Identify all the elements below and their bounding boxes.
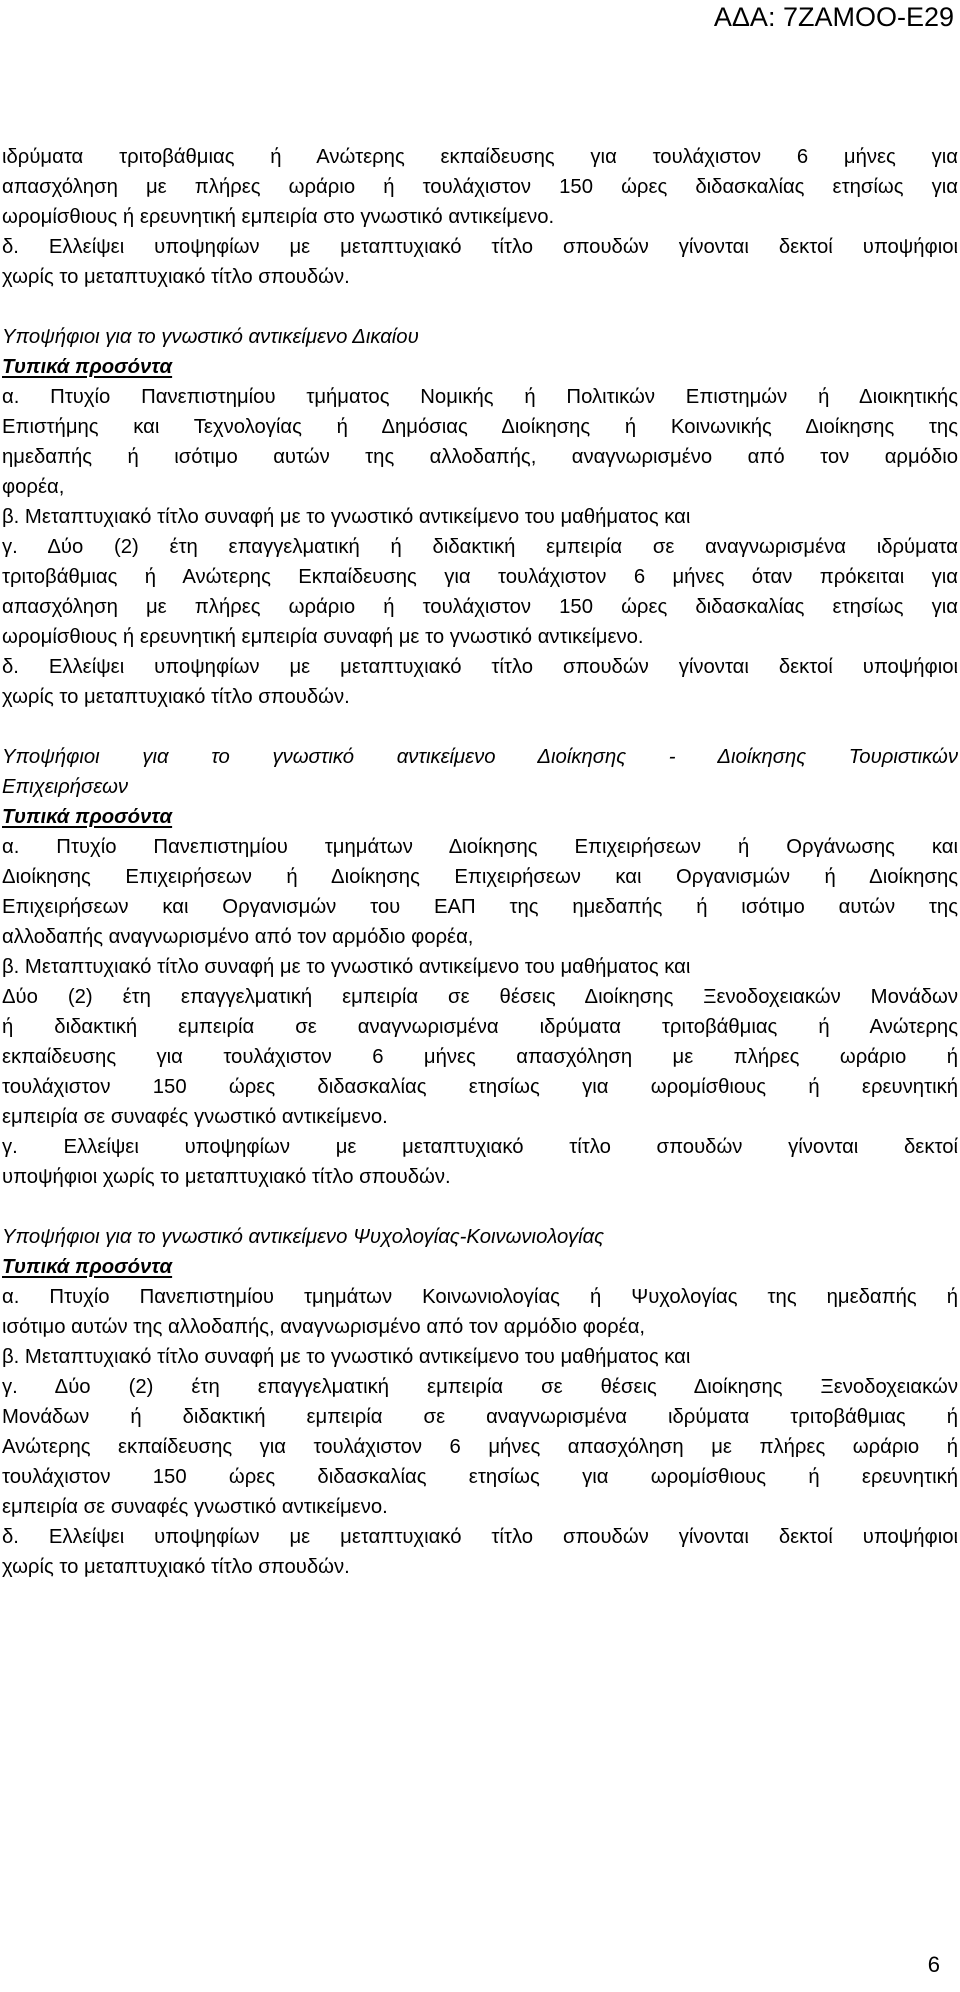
- text-line: β. Μεταπτυχιακό τίτλο συναφή με το γνωστικό αντικείμενο του μαθήματος και: [2, 956, 691, 978]
- text-line: α. Πτυχίο Πανεπιστημίου τμημάτων Κοινωνιολογίας ή Ψυχολογίας της ημεδαπής ή: [2, 1286, 958, 1308]
- text-line: φορέα,: [2, 476, 65, 498]
- text-line: δ. Ελλείψει υποψηφίων με μεταπτυχιακό τίτλο σπουδών γίνονται δεκτοί υποψήφιοι: [2, 1526, 958, 1548]
- text-line: τουλάχιστον 150 ώρες διδασκαλίας ετησίως για ωρομίσθιους ή ερευνητική: [2, 1076, 958, 1098]
- text-line: ωρομίσθιους ή ερευνητική εμπειρία στο γνωστικό αντικείμενο.: [2, 206, 555, 228]
- text-line: εμπειρία σε συναφές γνωστικό αντικείμενο.: [2, 1106, 388, 1128]
- text-line: εμπειρία σε συναφές γνωστικό αντικείμενο.: [2, 1496, 388, 1518]
- text-line: δ. Ελλείψει υποψηφίων με μεταπτυχιακό τίτλο σπουδών γίνονται δεκτοί υποψήφιοι: [2, 656, 958, 678]
- section-heading-management-cont: Επιχειρήσεων: [2, 776, 129, 798]
- text-line: αλλοδαπής αναγνωρισμένο από τον αρμόδιο φορέα,: [2, 926, 474, 948]
- text-line: α. Πτυχίο Πανεπιστημίου τμήματος Νομικής ή Πολιτικών Επιστημών ή Διοικητικής: [2, 386, 958, 408]
- qualifications-heading: Τυπικά προσόντα: [2, 356, 173, 378]
- qualifications-heading: Τυπικά προσόντα: [2, 1256, 173, 1278]
- text-line: απασχόληση με πλήρες ωράριο ή τουλάχιστον 150 ώρες διδασκαλίας ετησίως για: [2, 596, 958, 618]
- text-line: ιδρύματα τριτοβάθμιας ή Ανώτερης εκπαίδευσης για τουλάχιστον 6 μήνες για: [2, 146, 958, 168]
- text-line: γ. Δύο (2) έτη επαγγελματική εμπειρία σε θέσεις Διοίκησης Ξενοδοχειακών: [2, 1376, 958, 1398]
- text-line: χωρίς το μεταπτυχιακό τίτλο σπουδών.: [2, 266, 350, 288]
- text-line: χωρίς το μεταπτυχιακό τίτλο σπουδών.: [2, 1556, 350, 1578]
- section-heading-management: Υποψήφιοι για το γνωστικό αντικείμενο Διοίκησης - Διοίκησης Τουριστικών: [2, 746, 958, 768]
- text-line: α. Πτυχίο Πανεπιστημίου τμημάτων Διοίκησης Επιχειρήσεων ή Οργάνωσης και: [2, 836, 958, 858]
- section-heading-law: Υποψήφιοι για το γνωστικό αντικείμενο Δικαίου: [2, 326, 419, 348]
- text-line: γ. Ελλείψει υποψηφίων με μεταπτυχιακό τίτλο σπουδών γίνονται δεκτοί: [2, 1136, 958, 1158]
- text-line: Δύο (2) έτη επαγγελματική εμπειρία σε θέσεις Διοίκησης Ξενοδοχειακών Μονάδων: [2, 986, 958, 1008]
- ada-code: ΑΔΑ: 7ΖΑΜΟΟ-Ε29: [713, 2, 954, 32]
- text-line: τουλάχιστον 150 ώρες διδασκαλίας ετησίως για ωρομίσθιους ή ερευνητική: [2, 1466, 958, 1488]
- page-number: 6: [927, 1952, 940, 1977]
- text-line: Μονάδων ή διδακτική εμπειρία σε αναγνωρισμένα ιδρύματα τριτοβάθμιας ή: [2, 1406, 958, 1428]
- text-line: Διοίκησης Επιχειρήσεων ή Διοίκησης Επιχειρήσεων και Οργανισμών ή Διοίκησης: [2, 866, 958, 888]
- text-line: γ. Δύο (2) έτη επαγγελματική ή διδακτική εμπειρία σε αναγνωρισμένα ιδρύματα: [2, 536, 958, 558]
- text-line: χωρίς το μεταπτυχιακό τίτλο σπουδών.: [2, 686, 350, 708]
- text-line: υποψήφιοι χωρίς το μεταπτυχιακό τίτλο σπουδών.: [2, 1166, 451, 1188]
- text-line: β. Μεταπτυχιακό τίτλο συναφή με το γνωστικό αντικείμενο του μαθήματος και: [2, 506, 691, 528]
- text-line: ημεδαπής ή ισότιμο αυτών της αλλοδαπής, αναγνωρισμένο από τον αρμόδιο: [2, 446, 958, 468]
- text-line: Επιστήμης και Τεχνολογίας ή Δημόσιας Διοίκησης ή Κοινωνικής Διοίκησης της: [2, 416, 958, 438]
- text-line: δ. Ελλείψει υποψηφίων με μεταπτυχιακό τίτλο σπουδών γίνονται δεκτοί υποψήφιοι: [2, 236, 958, 258]
- text-line: τριτοβάθμιας ή Ανώτερης Εκπαίδευσης για τουλάχιστον 6 μήνες όταν πρόκειται για: [2, 566, 958, 588]
- text-line: ή διδακτική εμπειρία σε αναγνωρισμένα ιδρύματα τριτοβάθμιας ή Ανώτερης: [2, 1016, 958, 1038]
- document-body: [2, 142, 958, 1582]
- text-line: Επιχειρήσεων και Οργανισμών του ΕΑΠ της ημεδαπής ή ισότιμο αυτών της: [2, 896, 958, 918]
- text-line: β. Μεταπτυχιακό τίτλο συναφή με το γνωστικό αντικείμενο του μαθήματος και: [2, 1346, 691, 1368]
- text-line: εκπαίδευσης για τουλάχιστον 6 μήνες απασχόληση με πλήρες ωράριο ή: [2, 1046, 958, 1068]
- text-line: ωρομίσθιους ή ερευνητική εμπειρία συναφή με το γνωστικό αντικείμενο.: [2, 626, 644, 648]
- qualifications-heading: Τυπικά προσόντα: [2, 806, 173, 828]
- text-line: Ανώτερης εκπαίδευσης για τουλάχιστον 6 μήνες απασχόληση με πλήρες ωράριο ή: [2, 1436, 958, 1458]
- text-line: ισότιμο αυτών της αλλοδαπής, αναγνωρισμένο από τον αρμόδιο φορέα,: [2, 1316, 646, 1338]
- section-heading-psychology: Υποψήφιοι για το γνωστικό αντικείμενο Ψυχολογίας-Κοινωνιολογίας: [2, 1226, 605, 1248]
- text-line: απασχόληση με πλήρες ωράριο ή τουλάχιστον 150 ώρες διδασκαλίας ετησίως για: [2, 176, 958, 198]
